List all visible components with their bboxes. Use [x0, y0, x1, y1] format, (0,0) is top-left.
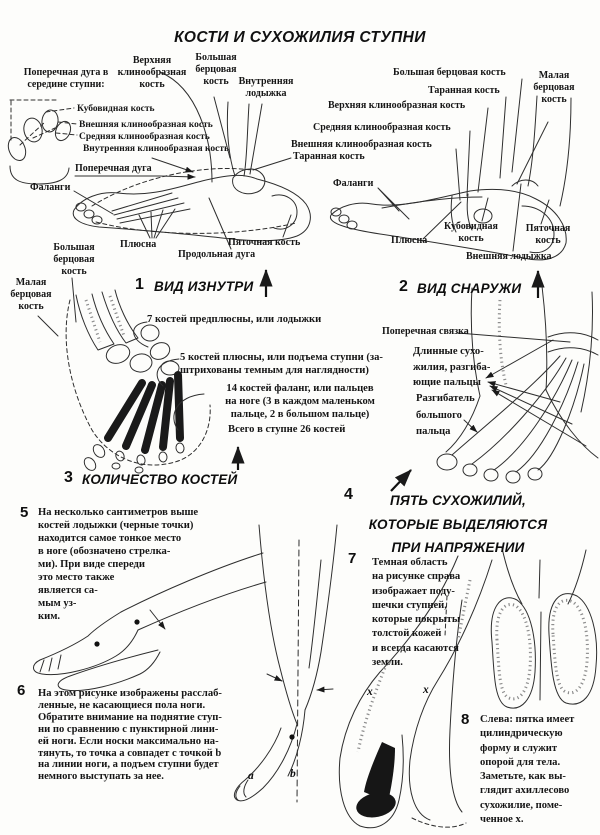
fig1-label-phalanges: Фаланги — [30, 182, 71, 193]
fig2-label-talus: Таранная кость — [428, 85, 500, 96]
fig3-phalanx-note: 14 костей фаланг, или пальцев на ноге (3 в каждом маленьком пальце, 2 в большом пальце) — [225, 383, 375, 420]
note6-number: 6 — [17, 682, 26, 699]
note6-text: На этом рисунке изображены расслаб- ленные, не касающиеся пола ноги. Обратите внимание на поднятие ступ- ни по сравнению с пунктирной лини- ей ноги. Если носки максимально на- тянуть, то точка a совпадет с точкой b на линии ноги, а подъем ступни будет немного выступать за нее. — [38, 688, 222, 783]
fig4-label-long-tendons: Длинные сухо- жилия, разгиба- ющие пальцы — [413, 346, 491, 388]
note7-text: Темная область на рисунке справа изображает поду- шечки ступней, которые покрыты толстой кожей и всегда касаются земли. — [372, 557, 461, 668]
point-b-marker: b — [290, 768, 296, 780]
point-a-marker: a — [248, 770, 254, 782]
fig1-label-medial-malleolus: Внутренняя лодыжка — [238, 76, 294, 99]
fig2-label-cuboid: Кубовидная кость — [444, 221, 498, 244]
fig4-caption: ПЯТЬ СУХОЖИЛИЙ, КОТОРЫЕ ВЫДЕЛЯЮТСЯ ПРИ НАПРЯЖЕНИИ — [368, 493, 548, 555]
fig1-arch-inset-drawing — [5, 100, 73, 184]
fig2-label-lateral-malleolus: Внешняя лодыжка — [466, 251, 552, 262]
fig1-label-upper-cuneiform: Верхняя клинообразная кость — [117, 55, 187, 90]
fig3-tarsal-note: 7 костей предплюсны, или лодыжки — [147, 314, 322, 325]
fig2-label-tibia: Большая берцовая кость — [393, 67, 506, 78]
fig1-label-talus: Таранная кость — [293, 151, 365, 162]
fig2-label-phalanges: Фаланги — [333, 178, 374, 189]
fig3-caption: КОЛИЧЕСТВО КОСТЕЙ — [82, 472, 238, 487]
note5-text: На несколько сантиметров выше костей лодыжки (черные точки) находится самое тонкое место в ноге (обозначено стрелка- ми). При виде спереди это место также является са- мым уз- ким. — [38, 507, 199, 622]
fig4-caption-diagonal-arrow — [391, 470, 411, 491]
fig1-arch-note: Поперечная дуга в середине ступни: — [23, 67, 109, 90]
note8-number: 8 — [461, 711, 470, 728]
page-title: КОСТИ И СУХОЖИЛИЯ СТУПНИ — [174, 29, 426, 46]
fig4-label-big-toe-extensor: Разгибатель большого пальца — [416, 393, 475, 437]
fig2-label-lateral-cuneiform: Внешняя клинообразная кость — [291, 139, 432, 150]
fig2-number: 2 — [399, 278, 408, 295]
achilles-x-left-marker: x — [367, 686, 373, 698]
fig2-label-upper-cuneiform: Верхняя клинообразная кость — [328, 100, 466, 111]
fig1-label-tibia: Большая берцовая кость — [53, 242, 95, 277]
fig2-label-middle-cuneiform: Средняя клинообразная кость — [313, 122, 451, 133]
fig6-pointed-foot-drawing — [234, 525, 337, 802]
fig1-label-metatarsus: Плюсна — [120, 239, 157, 250]
fig1-label-middle-cuneiform: Средняя клинообразная кость — [79, 132, 210, 142]
note7-number: 7 — [348, 550, 357, 567]
achilles-x-right-marker: x — [423, 684, 429, 696]
fig1-label-medial-cuneiform: Внутренняя клинообразная кость — [82, 144, 230, 154]
fig1-label-fibula: Малая берцовая кость — [10, 277, 52, 312]
fig2-label-calcaneus: Пяточная кость — [525, 223, 571, 246]
fig1-label-longitudinal-arch: Продольная дуга — [178, 249, 256, 260]
fig2-caption: ВИД СНАРУЖИ — [417, 281, 522, 296]
fig1-number: 1 — [135, 276, 144, 293]
fig4-number: 4 — [344, 486, 353, 503]
fig1-label-calcaneus: Пяточная кость — [228, 237, 301, 248]
fig1-label-transverse-arch: Поперечная дуга — [75, 163, 152, 174]
fig1-label-tibia-top: Большая берцовая кость — [195, 52, 237, 87]
fig1-label-lateral-cuneiform: Внешняя клинообразная кость — [79, 120, 213, 130]
fig4-label-transverse-ligament: Поперечная связка — [382, 326, 469, 337]
fig3-total-note: Всего в ступне 26 костей — [228, 424, 346, 435]
fig1-label-cuboid: Кубовидная кость — [77, 104, 155, 114]
note8-text: Слева: пятка имеет цилиндрическую форму и служит опорой для тела. Заметьте, как вы- глядит ахиллесово сухожилие, поме- ченное x. — [480, 714, 575, 825]
fig1-caption: ВИД ИЗНУТРИ — [154, 279, 254, 294]
note5-number: 5 — [20, 504, 29, 521]
fig2-label-fibula: Малая берцовая кость — [533, 70, 575, 105]
fig3-number: 3 — [64, 469, 73, 486]
fig3-metatarsal-note: 5 костей плюсны, или подъема ступни (за- штрихованы темным для наглядности) — [180, 352, 383, 376]
fig8-foot-pads-drawing — [491, 548, 596, 708]
fig2-label-metatarsus: Плюсна — [391, 235, 428, 246]
